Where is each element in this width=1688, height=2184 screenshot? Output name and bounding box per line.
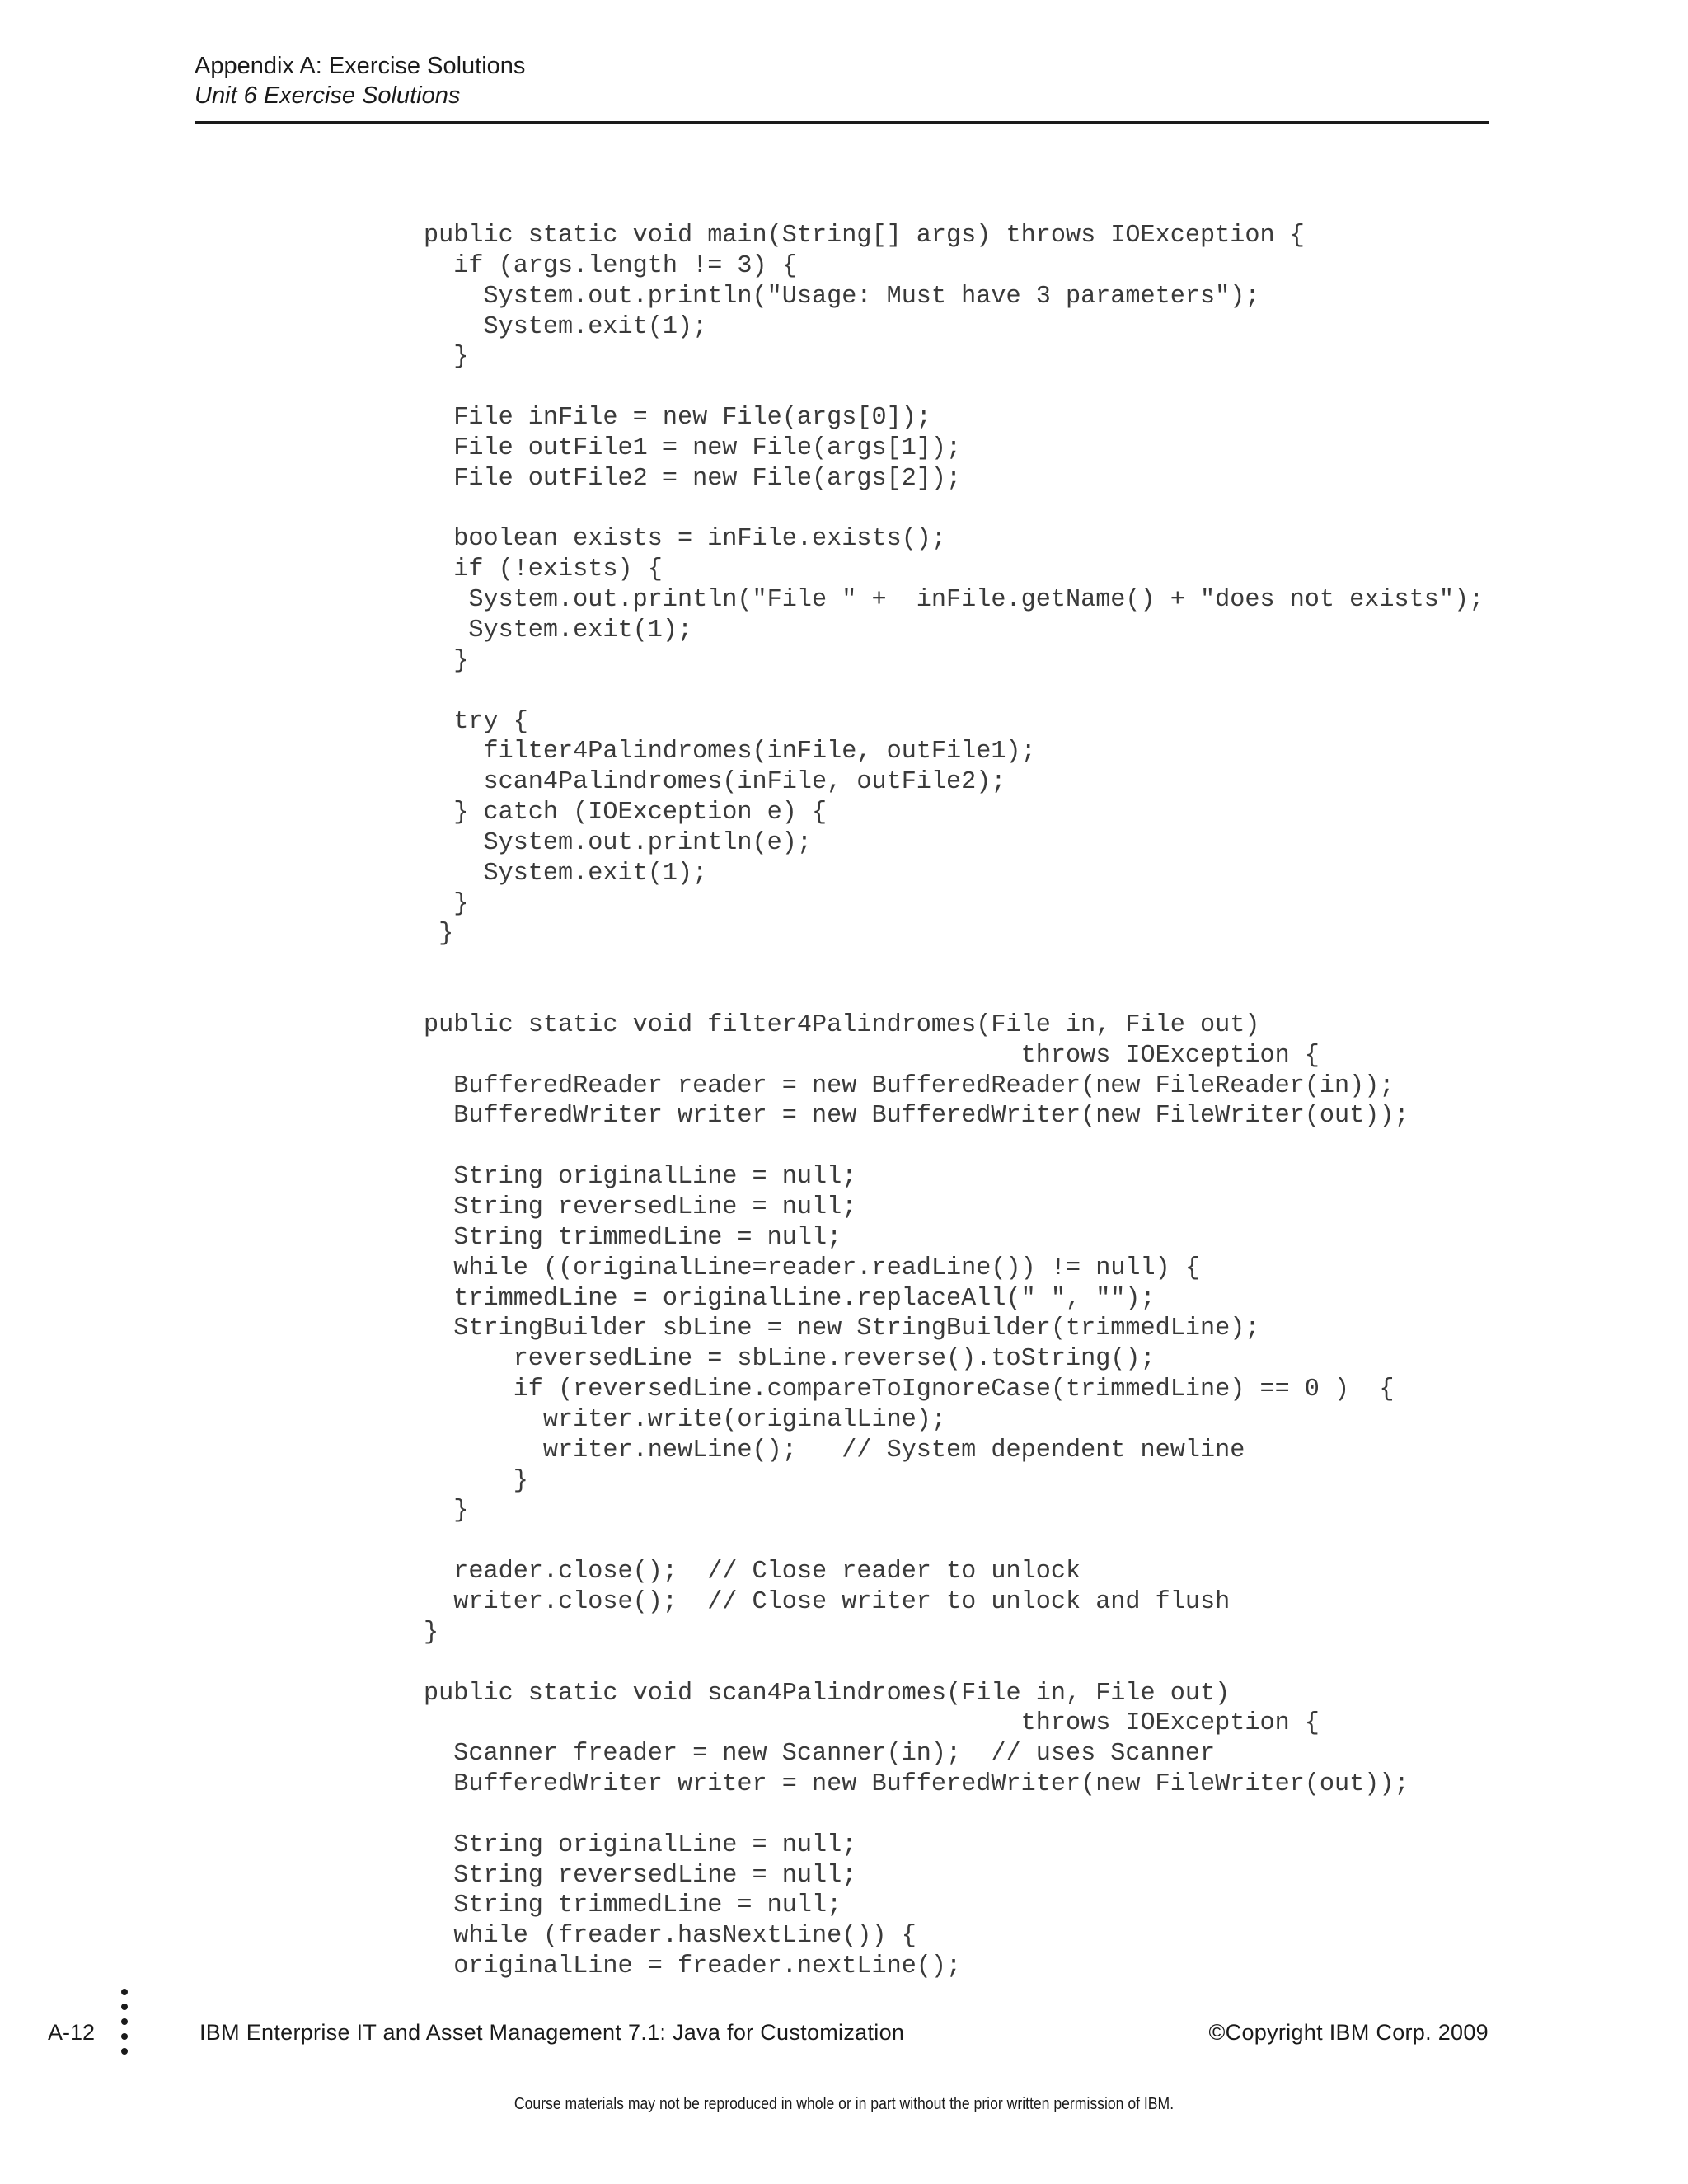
code-line: filter4Palindromes(inFile, outFile1); bbox=[424, 738, 1036, 766]
page-number: A-12 bbox=[48, 2020, 96, 2045]
code-line: System.out.println(e); bbox=[424, 828, 813, 857]
code-line: } bbox=[424, 889, 469, 918]
dot-icon bbox=[121, 2048, 128, 2055]
code-line: } bbox=[424, 1618, 439, 1647]
code-line: originalLine = freader.nextLine(); bbox=[424, 1952, 962, 1981]
code-line: writer.close(); // Close writer to unlock and flush bbox=[424, 1587, 1231, 1616]
code-line bbox=[424, 494, 1484, 525]
course-title: IBM Enterprise IT and Asset Management 7.1: Java for Customization bbox=[199, 2020, 905, 2045]
code-line: File outFile2 = new File(args[2]); bbox=[424, 464, 962, 493]
code-line: if (args.length != 3) { bbox=[424, 251, 797, 280]
code-line bbox=[424, 677, 1484, 707]
code-line: public static void filter4Palindromes(File in, File out) bbox=[424, 1010, 1260, 1039]
code-line: public static void main(String[] args) throws IOException { bbox=[424, 222, 1305, 250]
code-line: throws IOException { bbox=[424, 1709, 1320, 1738]
code-line: throws IOException { bbox=[424, 1041, 1320, 1070]
code-line: while (freader.hasNextLine()) { bbox=[424, 1922, 917, 1951]
code-line: writer.write(originalLine); bbox=[424, 1405, 947, 1434]
code-line bbox=[424, 1526, 1484, 1557]
header-rule bbox=[195, 121, 1489, 124]
header-subtitle: Unit 6 Exercise Solutions bbox=[195, 82, 461, 109]
code-line: } catch (IOException e) { bbox=[424, 799, 828, 827]
code-line: try { bbox=[424, 707, 528, 736]
code-line: System.exit(1); bbox=[424, 616, 693, 644]
code-line: String reversedLine = null; bbox=[424, 1861, 857, 1890]
code-line: String reversedLine = null; bbox=[424, 1193, 857, 1221]
code-line: } bbox=[424, 343, 469, 372]
dot-icon bbox=[121, 2018, 128, 2025]
code-line bbox=[424, 1132, 1484, 1162]
code-line: BufferedReader reader = new BufferedReader(new FileReader(in)); bbox=[424, 1071, 1395, 1100]
code-line: String trimmedLine = null; bbox=[424, 1891, 842, 1920]
code-line: } bbox=[424, 1497, 469, 1526]
code-line: while ((originalLine=reader.readLine()) != null) { bbox=[424, 1254, 1201, 1282]
code-line: System.exit(1); bbox=[424, 312, 708, 341]
code-line: reader.close(); // Close reader to unlock bbox=[424, 1558, 1081, 1586]
code-line: String originalLine = null; bbox=[424, 1163, 857, 1192]
code-line: } bbox=[424, 646, 469, 675]
copyright: ©Copyright IBM Corp. 2009 bbox=[1208, 2020, 1489, 2045]
code-line: writer.newLine(); // System dependent newline bbox=[424, 1436, 1245, 1465]
code-line: boolean exists = inFile.exists(); bbox=[424, 525, 947, 554]
code-line bbox=[424, 980, 1484, 1010]
dot-icon bbox=[121, 2004, 128, 2010]
footer-dots-decoration bbox=[121, 1989, 129, 2063]
code-line: String originalLine = null; bbox=[424, 1830, 857, 1859]
code-listing bbox=[424, 221, 1484, 1982]
code-line: BufferedWriter writer = new BufferedWriter(new FileWriter(out)); bbox=[424, 1102, 1409, 1131]
code-line: scan4Palindromes(inFile, outFile2); bbox=[424, 768, 1006, 797]
code-line: StringBuilder sbLine = new StringBuilder(trimmedLine); bbox=[424, 1315, 1260, 1343]
code-line: } bbox=[424, 920, 454, 949]
code-line: trimmedLine = originalLine.replaceAll(" ", ""); bbox=[424, 1284, 1156, 1313]
code-line: BufferedWriter writer = new BufferedWriter(new FileWriter(out)); bbox=[424, 1770, 1409, 1799]
header-title: Appendix A: Exercise Solutions bbox=[195, 53, 526, 79]
code-line: if (!exists) { bbox=[424, 555, 663, 584]
code-line bbox=[424, 373, 1484, 403]
code-line: System.out.println("File " + inFile.getName() + "does not exists"); bbox=[424, 586, 1484, 615]
code-line: Scanner freader = new Scanner(in); // uses Scanner bbox=[424, 1740, 1216, 1769]
code-line: } bbox=[424, 1466, 528, 1495]
code-line bbox=[424, 949, 1484, 980]
page-header bbox=[195, 51, 1489, 110]
code-line: System.out.println("Usage: Must have 3 parameters"); bbox=[424, 282, 1260, 311]
dot-icon bbox=[121, 2033, 128, 2040]
code-line bbox=[424, 1800, 1484, 1830]
code-line: File outFile1 = new File(args[1]); bbox=[424, 434, 962, 462]
dot-icon bbox=[121, 1989, 128, 1995]
code-line: if (reversedLine.compareToIgnoreCase(trimmedLine) == 0 ) { bbox=[424, 1376, 1395, 1404]
copyright-notice: Course materials may not be reproduced in whole or in part without the prior written permission of IBM. bbox=[513, 2095, 1175, 2113]
code-line bbox=[424, 1648, 1484, 1679]
code-line: File inFile = new File(args[0]); bbox=[424, 404, 931, 433]
code-line: reversedLine = sbLine.reverse().toString(); bbox=[424, 1345, 1156, 1374]
code-line: System.exit(1); bbox=[424, 859, 708, 888]
code-line: String trimmedLine = null; bbox=[424, 1223, 842, 1252]
code-line: public static void scan4Palindromes(File in, File out) bbox=[424, 1679, 1231, 1708]
